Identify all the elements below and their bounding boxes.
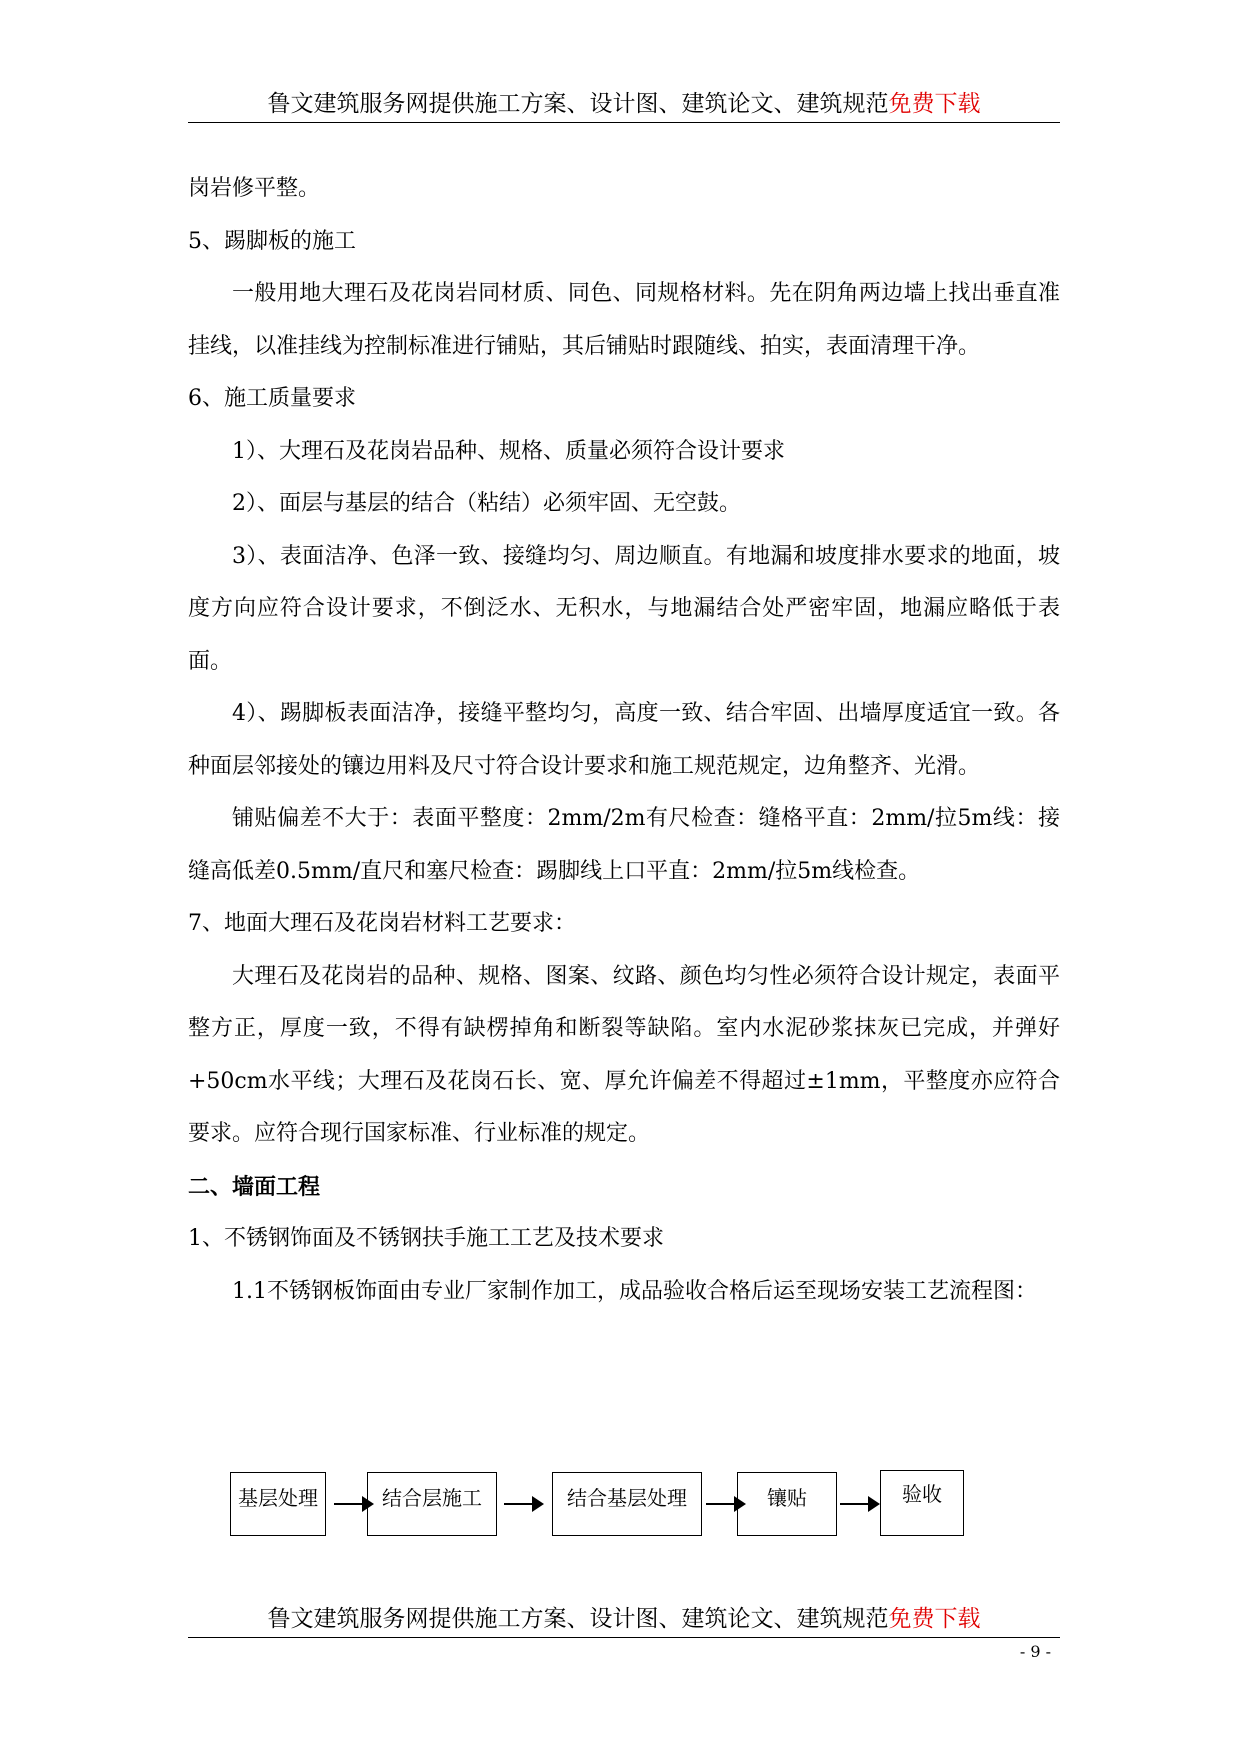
header-rule bbox=[188, 122, 1060, 123]
header-highlight[interactable]: 免费下载 bbox=[888, 91, 981, 117]
quality-item-3: 3）、表面洁净、色泽一致、接缝均匀、周边顺直。有地漏和坡度排水要求的地面，坡度方向应符合设计要求，不倒泛水、无积水，与地漏结合处严密牢固，地漏应略低于表面。 bbox=[188, 543, 1060, 674]
flow-step-cladding: 镶贴 bbox=[737, 1472, 837, 1536]
section-heading-material: 7、地面大理石及花岗岩材料工艺要求： bbox=[188, 911, 576, 936]
paragraph-continuation: 岗岩修平整。 bbox=[188, 176, 321, 201]
section-heading-quality: 6、施工质量要求 bbox=[188, 386, 356, 411]
quality-item-2: 2）、面层与基层的结合（粘结）必须牢固、无空鼓。 bbox=[232, 491, 741, 516]
section-heading-stainless: 1、不锈钢饰面及不锈钢扶手施工工艺及技术要求 bbox=[188, 1226, 664, 1251]
section-heading-baseboard: 5、踢脚板的施工 bbox=[188, 228, 356, 254]
footer-rule bbox=[188, 1637, 1060, 1638]
flow-step-bonding-base: 结合基层处理 bbox=[552, 1472, 702, 1536]
flow-arrow-icon bbox=[840, 1496, 880, 1512]
process-flowchart bbox=[230, 1470, 1090, 1540]
chapter-heading-wall: 二、墙面工程 bbox=[188, 1173, 321, 1200]
flow-arrow-icon bbox=[504, 1496, 544, 1512]
paragraph-baseboard: 一般用地大理石及花岗岩同材质、同色、同规格材料。先在阴角两边墙上找出垂直准挂线，以准挂线为控制标准进行铺贴，其后铺贴时跟随线、拍实，表面清理干净。 bbox=[188, 281, 1060, 359]
header-text: 鲁文建筑服务网提供施工方案、设计图、建筑论文、建筑规范 bbox=[267, 91, 889, 117]
quality-item-4: 4）、踢脚板表面洁净，接缝平整均匀，高度一致、结合牢固、出墙厚度适宜一致。各种面层邻接处的镶边用料及尺寸符合设计要求和施工规范规定，边角整齐、光滑。 bbox=[188, 701, 1060, 779]
page-header bbox=[188, 89, 1060, 119]
footer-highlight[interactable]: 免费下载 bbox=[888, 1606, 981, 1632]
page-number: - 9 - bbox=[1019, 1642, 1051, 1661]
document-body bbox=[188, 163, 1060, 1318]
quality-item-1: 1）、大理石及花岗岩品种、规格、质量必须符合设计要求 bbox=[232, 438, 785, 464]
page-footer bbox=[188, 1604, 1060, 1634]
paragraph-material: 大理石及花岗岩的品种、规格、图案、纹路、颜色均匀性必须符合设计规定，表面平整方正，厚度一致，不得有缺楞掉角和断裂等缺陷。室内水泥砂浆抹灰已完成，并弹好+50cm水平线；大理石及花岗石长、宽、厚允许偏差不得超过±1mm，平整度亦应符合要求。应符合现行国家标准、行业标准的规定。 bbox=[188, 963, 1060, 1146]
paragraph-stainless: 1.1不锈钢板饰面由专业厂家制作加工，成品验收合格后运至现场安装工艺流程图： bbox=[232, 1278, 1037, 1304]
flow-step-bonding-layer: 结合层施工 bbox=[367, 1472, 497, 1536]
flow-step-acceptance: 验收 bbox=[880, 1470, 964, 1536]
flow-step-base-treatment: 基层处理 bbox=[230, 1472, 326, 1536]
tolerance-paragraph: 铺贴偏差不大于：表面平整度：2mm/2m有尺检查：缝格平直：2mm/拉5m线：接缝高低差0.5mm/直尺和塞尺检查：踢脚线上口平直：2mm/拉5m线检查。 bbox=[188, 806, 1060, 884]
footer-text: 鲁文建筑服务网提供施工方案、设计图、建筑论文、建筑规范 bbox=[267, 1606, 889, 1632]
